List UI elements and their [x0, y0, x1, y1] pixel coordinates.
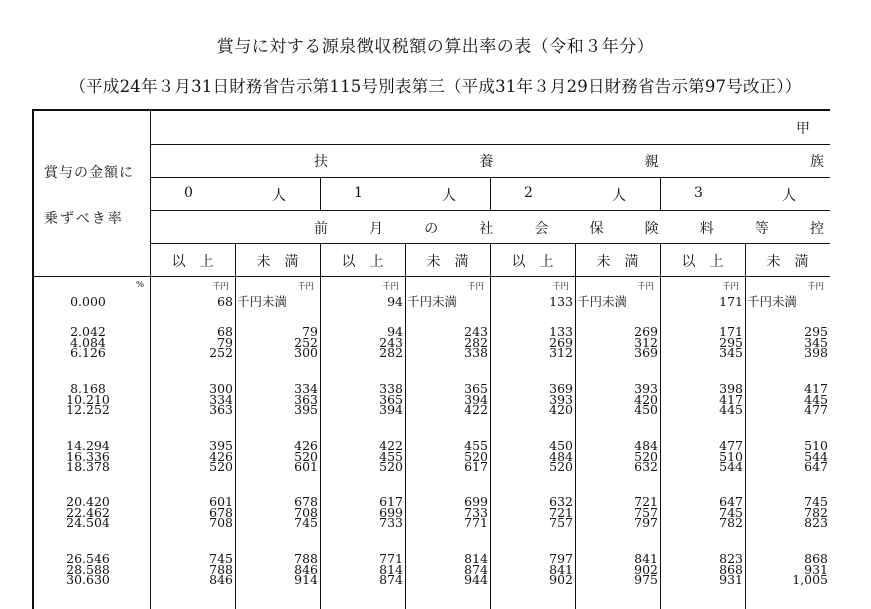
- amount-value: 931: [804, 561, 828, 577]
- amount-column: [575, 381, 658, 418]
- amount-value: 369: [549, 381, 573, 396]
- amount-column: [745, 324, 828, 361]
- rate-value: 4.084: [70, 334, 106, 350]
- thousand-yen-unit: 千円: [212, 282, 230, 292]
- amount-value: 68: [217, 324, 233, 339]
- rate-group: [48, 551, 128, 588]
- amount-value: 846: [294, 561, 318, 577]
- thousand-yen-unit: 千円: [382, 282, 400, 292]
- amount-column: [405, 551, 488, 588]
- deduction-char: 険: [644, 221, 659, 237]
- amount-value: 426: [209, 448, 233, 464]
- amount-value: 300: [294, 345, 318, 361]
- amount-value: 252: [209, 345, 233, 361]
- amount-column: [235, 494, 318, 531]
- amount-column: [235, 324, 318, 361]
- amount-value: 477: [804, 402, 828, 418]
- amount-value: 395: [294, 402, 318, 418]
- left-label-line1: 賞与の金額に: [44, 165, 134, 181]
- amount-value: 601: [294, 459, 318, 475]
- dependent-unit: 人: [442, 188, 456, 204]
- amount-value: 510: [719, 448, 743, 464]
- amount-value: 345: [719, 345, 743, 361]
- dependent-unit: 人: [612, 188, 626, 204]
- amount-value: 510: [804, 438, 828, 453]
- amount-value: 823: [719, 551, 743, 566]
- threshold-value: 68: [217, 294, 233, 309]
- fuyou-char: 族: [809, 154, 824, 170]
- amount-column: [490, 381, 573, 418]
- amount-column: [235, 551, 318, 588]
- amount-value: 617: [379, 494, 403, 509]
- dependent-count: 1: [354, 185, 363, 201]
- amount-value: 426: [294, 438, 318, 453]
- amount-column: [490, 438, 573, 475]
- rate-value: 18.378: [66, 459, 110, 475]
- amount-column: [235, 381, 318, 418]
- rate-value: 24.504: [66, 515, 110, 531]
- amount-value: 975: [634, 572, 658, 588]
- rule: [320, 177, 321, 210]
- amount-value: 445: [719, 402, 743, 418]
- amount-value: 678: [294, 494, 318, 509]
- thousand-yen-unit: 千円: [467, 282, 485, 292]
- thousand-yen-unit: 千円: [637, 282, 655, 292]
- deduction-char: 保: [589, 221, 604, 237]
- rate-group: [48, 494, 128, 531]
- amount-value: 841: [634, 551, 658, 566]
- rate-value: 28.588: [66, 561, 110, 577]
- amount-value: 745: [294, 515, 318, 531]
- amount-column: [405, 381, 488, 418]
- amount-value: 814: [464, 551, 488, 566]
- amount-value: 1,005: [792, 572, 828, 588]
- amount-value: 133: [549, 324, 573, 339]
- amount-value: 902: [549, 572, 573, 588]
- amount-column: [320, 438, 403, 475]
- amount-value: 295: [719, 334, 743, 350]
- threshold-suffix: 千円未満: [407, 294, 458, 309]
- amount-value: 788: [294, 551, 318, 566]
- rate-value: 8.168: [70, 381, 106, 396]
- amount-value: 797: [549, 551, 573, 566]
- amount-column: [660, 324, 743, 361]
- amount-value: 782: [804, 504, 828, 520]
- rate-value: 26.546: [66, 551, 110, 566]
- deduction-header: [314, 218, 824, 238]
- amount-value: 544: [719, 459, 743, 475]
- percent-unit: %: [136, 280, 145, 290]
- amount-value: 678: [209, 504, 233, 520]
- amount-column: [150, 381, 233, 418]
- amount-value: 393: [634, 381, 658, 396]
- amount-value: 365: [464, 381, 488, 396]
- ijou-header: 以 上: [171, 254, 214, 270]
- threshold-value: 94: [387, 294, 403, 309]
- fuyou-header: [314, 151, 824, 171]
- miman-header: 未 満: [766, 254, 809, 270]
- threshold-suffix: 千円未満: [747, 294, 798, 309]
- amount-value: 171: [719, 324, 743, 339]
- amount-value: 745: [209, 551, 233, 566]
- thousand-yen-unit: 千円: [722, 282, 740, 292]
- dependent-count: 3: [694, 185, 703, 201]
- amount-value: 846: [209, 572, 233, 588]
- amount-value: 699: [379, 504, 403, 520]
- amount-column: [745, 438, 828, 475]
- amount-value: 450: [634, 402, 658, 418]
- amount-column: [745, 381, 828, 418]
- amount-column: [575, 324, 658, 361]
- amount-column: [575, 494, 658, 531]
- amount-value: 282: [379, 345, 403, 361]
- amount-value: 745: [719, 504, 743, 520]
- fuyou-char: 扶: [314, 154, 328, 170]
- amount-value: 874: [464, 561, 488, 577]
- rate-value: 20.420: [66, 494, 110, 509]
- amount-column: [405, 438, 488, 475]
- amount-column: [490, 551, 573, 588]
- deduction-char: 会: [534, 221, 549, 237]
- amount-column: [575, 551, 658, 588]
- amount-value: 721: [549, 504, 573, 520]
- amount-value: 420: [549, 402, 573, 418]
- amount-column: [320, 324, 403, 361]
- rule: [150, 109, 151, 609]
- rate-group: [48, 381, 128, 418]
- deduction-char: 控: [809, 221, 824, 237]
- amount-value: 914: [294, 572, 318, 588]
- amount-column: [575, 438, 658, 475]
- fuyou-char: 親: [644, 154, 659, 170]
- amount-value: 771: [464, 515, 488, 531]
- doc-subtitle: （平成24年３月31日財務省告示第115号別表第三（平成31年３月29日財務省告示第97号改正））: [69, 77, 802, 96]
- amount-value: 944: [464, 572, 488, 588]
- amount-value: 788: [209, 561, 233, 577]
- amount-value: 484: [634, 438, 658, 453]
- thousand-yen-unit: 千円: [552, 282, 570, 292]
- amount-value: 243: [379, 334, 403, 350]
- amount-value: 394: [464, 391, 488, 407]
- amount-value: 394: [379, 402, 403, 418]
- amount-column: [660, 381, 743, 418]
- amount-value: 708: [209, 515, 233, 531]
- amount-value: 601: [209, 494, 233, 509]
- amount-column: [745, 494, 828, 531]
- amount-value: 745: [804, 494, 828, 509]
- amount-value: 874: [379, 572, 403, 588]
- amount-value: 632: [634, 459, 658, 475]
- amount-value: 520: [209, 459, 233, 475]
- amount-value: 733: [379, 515, 403, 531]
- amount-value: 450: [549, 438, 573, 453]
- amount-value: 365: [379, 391, 403, 407]
- rate-value: 0.000: [70, 294, 106, 309]
- miman-header: 未 満: [426, 254, 469, 270]
- amount-value: 252: [294, 334, 318, 350]
- rate-value: 14.294: [66, 438, 110, 453]
- amount-value: 363: [209, 402, 233, 418]
- amount-value: 393: [549, 391, 573, 407]
- amount-value: 520: [549, 459, 573, 475]
- threshold-value: 171: [719, 294, 743, 309]
- amount-value: 868: [719, 561, 743, 577]
- amount-value: 721: [634, 494, 658, 509]
- amount-value: 312: [549, 345, 573, 361]
- ijou-header: 以 上: [511, 254, 554, 270]
- amount-value: 300: [209, 381, 233, 396]
- amount-column: [405, 494, 488, 531]
- amount-value: 363: [294, 391, 318, 407]
- amount-column: [150, 551, 233, 588]
- amount-column: [235, 438, 318, 475]
- amount-value: 417: [804, 381, 828, 396]
- amount-column: [660, 551, 743, 588]
- amount-value: 312: [634, 334, 658, 350]
- rule: [32, 276, 830, 277]
- amount-value: 931: [719, 572, 743, 588]
- amount-column: [150, 438, 233, 475]
- rate-value: 16.336: [66, 448, 110, 464]
- amount-value: 520: [464, 448, 488, 464]
- amount-column: [320, 551, 403, 588]
- dependent-unit: 人: [272, 188, 286, 204]
- deduction-char: 等: [754, 221, 769, 237]
- amount-value: 520: [634, 448, 658, 464]
- amount-value: 797: [634, 515, 658, 531]
- amount-value: 757: [549, 515, 573, 531]
- rate-value: 22.462: [66, 504, 110, 520]
- amount-value: 338: [379, 381, 403, 396]
- table-top-border: [32, 109, 830, 111]
- amount-value: 455: [464, 438, 488, 453]
- rate-value: 6.126: [70, 345, 106, 361]
- amount-value: 823: [804, 515, 828, 531]
- amount-column: [660, 438, 743, 475]
- miman-header: 未 満: [256, 254, 299, 270]
- amount-value: 334: [209, 391, 233, 407]
- amount-value: 422: [464, 402, 488, 418]
- amount-value: 422: [379, 438, 403, 453]
- amount-value: 338: [464, 345, 488, 361]
- amount-column: [320, 381, 403, 418]
- left-label-line2: 乗ずべき率: [44, 211, 124, 227]
- amount-column: [745, 551, 828, 588]
- amount-value: 782: [719, 515, 743, 531]
- rate-value: 30.630: [66, 572, 110, 588]
- amount-column: [490, 494, 573, 531]
- deduction-char: 社: [479, 221, 494, 237]
- amount-value: 345: [804, 334, 828, 350]
- amount-value: 269: [634, 324, 658, 339]
- amount-column: [150, 494, 233, 531]
- amount-value: 477: [719, 438, 743, 453]
- amount-column: [150, 324, 233, 361]
- deduction-char: の: [424, 221, 439, 237]
- amount-value: 647: [804, 459, 828, 475]
- amount-value: 269: [549, 334, 573, 350]
- amount-value: 484: [549, 448, 573, 464]
- thousand-yen-unit: 千円: [297, 282, 315, 292]
- amount-value: 455: [379, 448, 403, 464]
- amount-column: [320, 494, 403, 531]
- amount-value: 868: [804, 551, 828, 566]
- threshold-value: 133: [549, 294, 573, 309]
- amount-column: [490, 324, 573, 361]
- amount-value: 420: [634, 391, 658, 407]
- amount-value: 243: [464, 324, 488, 339]
- doc-title: 賞与に対する源泉徴収税額の算出率の表（令和３年分）: [216, 37, 655, 57]
- amount-column: [660, 494, 743, 531]
- amount-value: 79: [302, 324, 318, 339]
- dependent-unit: 人: [782, 188, 796, 204]
- rate-group: [48, 438, 128, 475]
- miman-header: 未 満: [596, 254, 639, 270]
- deduction-char: 月: [369, 221, 384, 237]
- ijou-header: 以 上: [341, 254, 384, 270]
- amount-value: 398: [804, 345, 828, 361]
- amount-value: 94: [387, 324, 403, 339]
- rate-value: 2.042: [70, 324, 106, 339]
- amount-value: 544: [804, 448, 828, 464]
- amount-value: 282: [464, 334, 488, 350]
- kou-label: 甲: [796, 121, 810, 137]
- amount-value: 757: [634, 504, 658, 520]
- amount-value: 445: [804, 391, 828, 407]
- amount-value: 632: [549, 494, 573, 509]
- rule: [150, 210, 830, 211]
- ijou-header: 以 上: [681, 254, 724, 270]
- amount-value: 771: [379, 551, 403, 566]
- amount-value: 520: [294, 448, 318, 464]
- thousand-yen-unit: 千円: [807, 282, 825, 292]
- amount-value: 902: [634, 561, 658, 577]
- rule: [490, 177, 491, 210]
- dependent-count: 0: [184, 185, 193, 201]
- amount-value: 733: [464, 504, 488, 520]
- amount-column: [405, 324, 488, 361]
- fuyou-char: 養: [479, 154, 494, 170]
- amount-value: 369: [634, 345, 658, 361]
- amount-value: 841: [549, 561, 573, 577]
- threshold-suffix: 千円未満: [577, 294, 628, 309]
- amount-value: 520: [379, 459, 403, 475]
- amount-value: 647: [719, 494, 743, 509]
- threshold-suffix: 千円未満: [237, 294, 288, 309]
- rate-value: 12.252: [66, 402, 110, 418]
- amount-value: 814: [379, 561, 403, 577]
- amount-value: 708: [294, 504, 318, 520]
- amount-value: 417: [719, 391, 743, 407]
- amount-value: 79: [217, 334, 233, 350]
- amount-value: 699: [464, 494, 488, 509]
- deduction-char: 料: [699, 221, 714, 237]
- rate-group: [48, 324, 128, 361]
- rule: [660, 177, 661, 210]
- amount-value: 295: [804, 324, 828, 339]
- amount-value: 395: [209, 438, 233, 453]
- table-left-border: [32, 109, 34, 609]
- deduction-char: 前: [314, 221, 328, 237]
- dependent-count: 2: [524, 185, 533, 201]
- amount-value: 617: [464, 459, 488, 475]
- rate-value: 10.210: [66, 391, 110, 407]
- amount-value: 398: [719, 381, 743, 396]
- amount-value: 334: [294, 381, 318, 396]
- rule: [150, 144, 830, 145]
